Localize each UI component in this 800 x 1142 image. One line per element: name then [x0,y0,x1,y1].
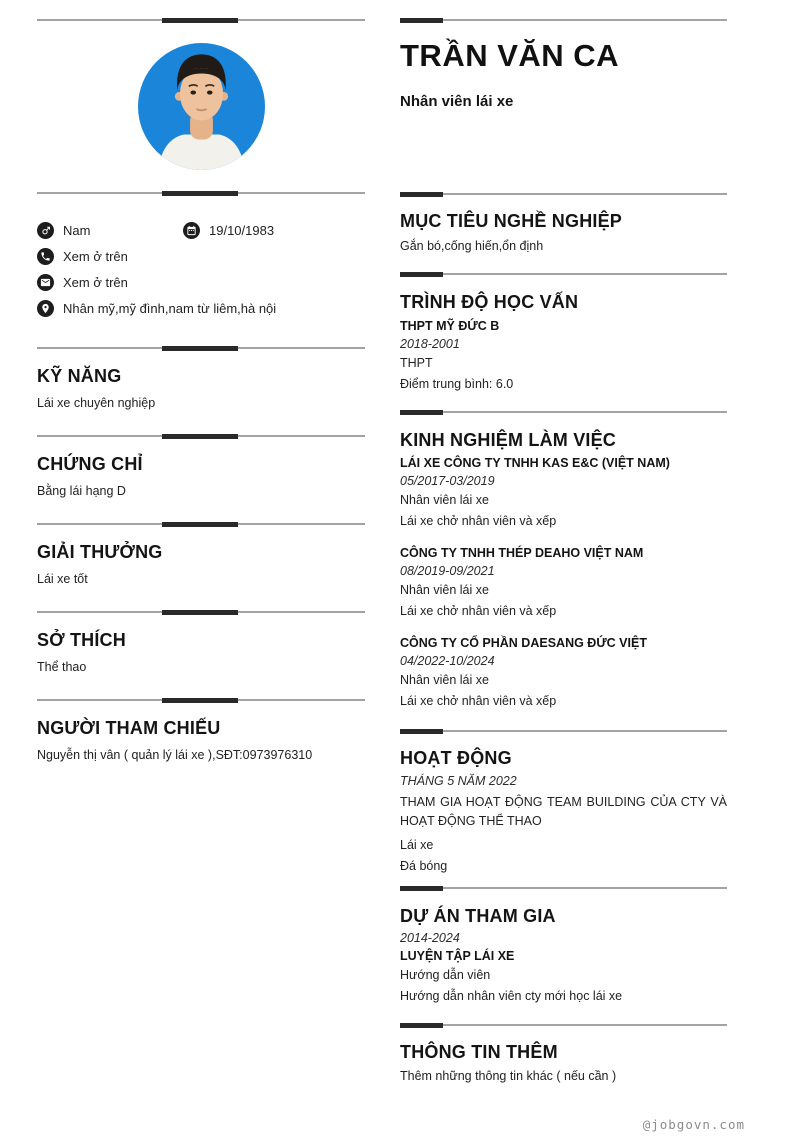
section-objective [400,192,727,253]
company-name: CÔNG TY TNHH THÉP DEAHO VIỆT NAM [400,546,644,560]
work-description: Lái xe chở nhân viên và xếp [400,694,557,708]
section-divider [37,191,365,196]
section-divider [37,610,365,615]
personal-info [37,222,365,317]
section-divider [37,434,365,439]
section-projects [400,886,727,1003]
right-column [400,0,727,1083]
section-divider [37,18,365,23]
activity-period: THÁNG 5 NĂM 2022 [400,774,517,788]
project-description: Hướng dẫn nhân viên cty mới học lái xe [400,989,623,1003]
calendar-icon [183,222,200,239]
section-experience [400,410,727,708]
activity-item: Lái xe [400,838,434,852]
experience-entry [400,547,727,618]
candidate-job-title: Nhân viên lái xe [400,93,514,110]
section-divider [400,410,727,415]
section-divider [37,698,365,703]
section-title: CHỨNG CHỈ [37,454,143,474]
section-divider [400,192,727,197]
info-row-address [37,300,365,317]
activity-item: Đá bóng [400,859,448,873]
company-name: CÔNG TY CỔ PHẦN DAESANG ĐỨC VIỆT [400,636,647,650]
section-title: DỰ ÁN THAM GIA [400,906,556,926]
info-row-phone [37,248,365,265]
work-role: Nhân viên lái xe [400,493,489,507]
address-value: Nhân mỹ,mỹ đình,nam từ liêm,hà nội [63,301,277,316]
additional-info-text: Thêm những thông tin khác ( nếu cần ) [400,1069,617,1083]
info-row-email [37,274,365,291]
info-row-gender-birthday [37,222,365,239]
section-title: THÔNG TIN THÊM [400,1042,558,1062]
work-role: Nhân viên lái xe [400,673,489,687]
left-section-skills [37,346,365,410]
gender-value: Nam [63,223,91,238]
objective-text: Gắn bó,cống hiến,ổn định [400,239,544,253]
left-section-certificates [37,434,365,498]
section-title: HOẠT ĐỘNG [400,748,512,768]
portrait-illustration [138,43,265,170]
section-text: Lái xe tốt [37,572,88,586]
email-value: Xem ở trên [63,275,128,290]
education-gpa: Điểm trung bình: 6.0 [400,377,514,391]
section-text: Bằng lái hạng D [37,484,126,498]
education-period: 2018-2001 [400,337,460,351]
profile-photo [138,43,265,170]
project-period: 2014-2024 [400,931,460,945]
work-role: Nhân viên lái xe [400,583,489,597]
company-name: LÁI XE CÔNG TY TNHH KAS E&C (VIỆT NAM) [400,456,670,470]
section-activities [400,729,727,873]
section-title: KỸ NĂNG [37,366,122,386]
birthday-value: 19/10/1983 [209,223,275,238]
project-name: LUYỆN TẬP LÁI XE [400,949,515,963]
school-name: THPT MỸ ĐỨC B [400,319,500,333]
gender-field [37,222,183,239]
section-divider [400,886,727,891]
gender-icon [37,222,54,239]
activity-description: THAM GIA HOẠT ĐỘNG TEAM BUILDING CỦA CTY VÀ HOẠT ĐỘNG THỂ THAO [400,795,727,828]
birthday-field [183,222,274,239]
section-text: Lái xe chuyên nghiệp [37,396,156,410]
location-pin-icon [37,300,54,317]
section-text: Nguyễn thị vân ( quản lý lái xe ),SĐT:0973976310 [37,748,313,762]
phone-icon [37,248,54,265]
work-description: Lái xe chở nhân viên và xếp [400,604,557,618]
left-section-awards [37,522,365,586]
site-watermark: @jobgovn.com [642,1117,745,1132]
section-education [400,272,727,391]
section-divider [37,346,365,351]
work-period: 04/2022-10/2024 [400,654,495,668]
phone-value: Xem ở trên [63,249,128,264]
experience-entry [400,457,727,528]
section-additional-info [400,1023,727,1083]
candidate-name: TRẦN VĂN CA [400,38,620,73]
project-role: Hướng dẫn viên [400,968,491,982]
section-divider [400,272,727,277]
left-column [37,0,365,762]
section-title: KINH NGHIỆM LÀM VIỆC [400,430,617,450]
section-title: SỞ THÍCH [37,630,126,650]
left-section-references [37,698,365,762]
section-divider [400,18,727,23]
work-period: 08/2019-09/2021 [400,564,495,578]
work-description: Lái xe chở nhân viên và xếp [400,514,557,528]
section-title: GIẢI THƯỞNG [37,542,163,562]
section-divider [400,729,727,734]
section-title: NGƯỜI THAM CHIẾU [37,718,221,738]
section-divider [400,1023,727,1028]
section-title: TRÌNH ĐỘ HỌC VẤN [400,292,579,312]
education-degree: THPT [400,356,433,370]
work-period: 05/2017-03/2019 [400,474,495,488]
left-section-hobbies [37,610,365,674]
section-title: MỤC TIÊU NGHỀ NGHIỆP [400,211,623,231]
section-text: Thể thao [37,660,87,674]
email-icon [37,274,54,291]
section-divider [37,522,365,527]
experience-entry [400,637,727,708]
